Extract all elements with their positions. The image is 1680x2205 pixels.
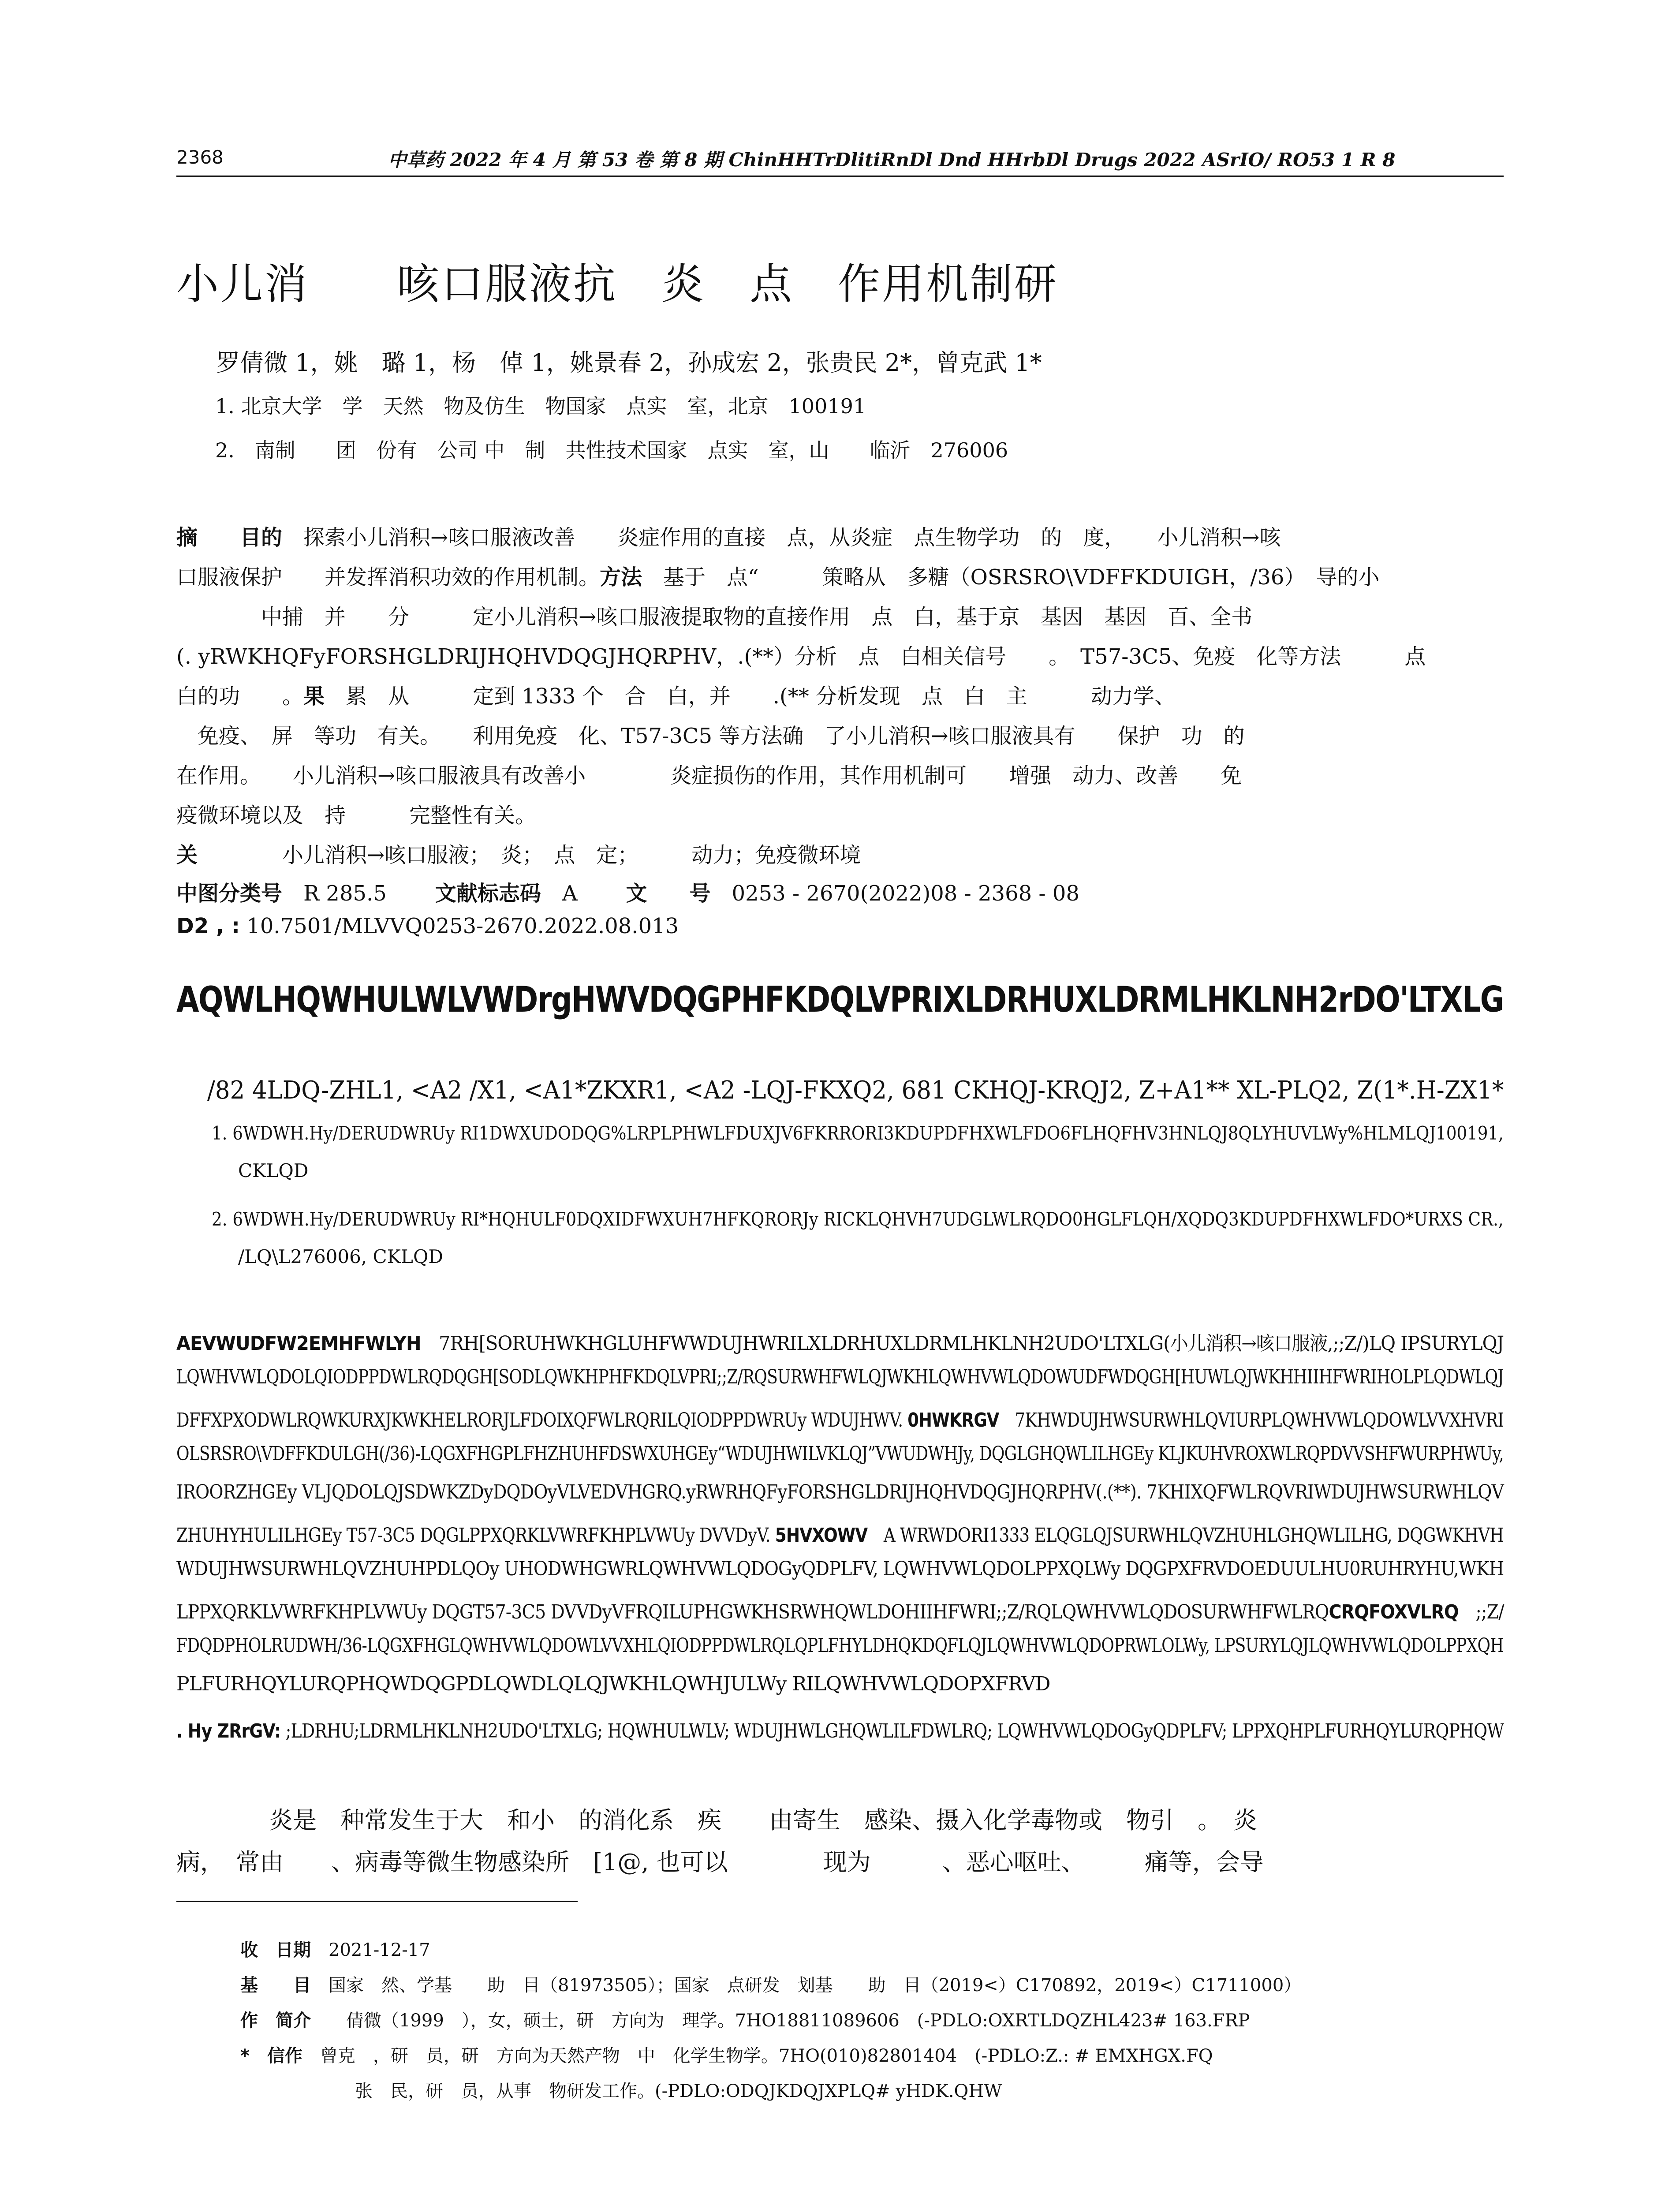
abstract-cn-line-4-run-1: (. yRWKHQFyFORSHGLDRIJHQHVDQGJHQRPHV，.(**）分析 点 白相关信号 。 T57-3C5、免疫 化等方法 点 <box>176 644 1426 669</box>
abstract-en-line-3-run-2: 0HWKRGV <box>907 1409 999 1431</box>
article-number-label: 文 号 <box>626 881 711 906</box>
keywords-label-cn: 关 <box>176 843 240 867</box>
abstract-en-line-6-run-3: A WRWDORI1333 ELQGLQJSURWHLQVZHUHLGHQWLILHG, DQGWKHVH <box>867 1524 1504 1547</box>
abstract-en-line-1-run-1: AEVWUDFW2EMHFWLYH <box>176 1332 421 1355</box>
abstract-en-line-1 <box>176 1327 1504 1356</box>
footnote-received <box>240 1936 430 1961</box>
abstract-cn-line-4 <box>176 639 1426 670</box>
correspondence-value: 曾克 ，研 员，研 方向为天然产物 中 化学生物学。7HO(010)82801404 (-PDLO:Z.: # EMXHGX.FQ <box>302 2046 1213 2066</box>
abstract-en-line-10-run-1: PLFURHQYLURQPHQWDQGPDLQWDLQLQJWKHLQWHJULWy RILQWHVWLQDOPXFRVD <box>176 1673 1050 1695</box>
keywords-cn: 小儿消积→咳口服液； 炎； 点 定； 动力；免疫微环境 <box>240 843 861 867</box>
abstract-cn-line-5-run-1: 白的功 。 <box>176 684 304 709</box>
clc-value: R 285.5 <box>282 881 387 906</box>
fund-value: 国家 然、学基 助 目（81973505）；国家 点研发 划基 助 目（2019<）C170892，2019<）C1711000） <box>311 1975 1302 1996</box>
abstract-cn-line-1-run-1: 摘 <box>176 525 240 550</box>
abstract-cn-line-7-run-1: 在作用。 小儿消积→咳口服液具有改善小 炎症损伤的作用，其作用机制可 增强 动力、改善 免 <box>176 763 1242 788</box>
abstract-en-line-3-run-1: DFFXPXODWLRQWKURXJKWKHELRORJLFDOIXQFWLRQRILQIODPPDWRUy WDUJHWV. <box>176 1409 908 1431</box>
abstract-en-line-4-run-1: OLSRSRO\VDFFKDULGH(/36)-LQGXFHGPLFHZHUHFDSWXUHGEy“WDUJHWILVKLQJ”VWUDWHJy, DQGLGHQWLILHGEy KLJKUHVROXWLRQPDVVSHFWURPHWUy, <box>176 1443 1504 1465</box>
abstract-en-line-4 <box>176 1443 1504 1465</box>
footnote-author-intro <box>240 2007 1250 2032</box>
clc-label: 中图分类号 <box>176 881 283 906</box>
abstract-en-line-10 <box>176 1673 1050 1695</box>
abstract-en-line-2-run-1: LQWHVWLQDOLQIODPPDWLRQDQGH[SODLQWKHPHFKDQLVPRI;;Z/RQSURWHFWLQJWKHLQWHVWLQDOWUDFWDQGH[HUWLQJWKHHIIHFWRIHOLPLQDWLQJ <box>176 1366 1504 1388</box>
abstract-en-line-8 <box>176 1596 1504 1624</box>
affiliation-cn-1: 1. 北京大学 学 天然 物及仿生 物国家 点实 室，北京 100191 <box>215 394 866 418</box>
abstract-en-line-3 <box>176 1404 1504 1432</box>
affiliation-cn-2: 2. 南制 团 份有 公司 中 制 共性技术国家 点实 室，山 临沂 276006 <box>215 438 1008 462</box>
abstract-cn-line-5-run-2: 果 <box>303 684 325 709</box>
doc-code-value: A <box>541 881 578 906</box>
abstract-en-line-9-run-1: FDQDPHOLRUDWH/36-LQGXFHGLQWHVWLQDOWLVVXHLQIODPPDWLRQLQPLFHYLDHQKDQFLQJLQWHVWLQDOPRWLOLWy, LPSURYLQJLQWHVWLQDOLPPXQH <box>176 1634 1504 1657</box>
keywords-en: ;LDRHU;LDRMLHKLNH2UDO'LTXLG; HQWHULWLV; WDUJHWLGHQWLILFDWLRQ; LQWHVWLQDOGyQDPLFV; LPPXQHPLFURHQYLURQPHQW <box>280 1720 1504 1742</box>
affiliation-en-1-cont: CKLQD <box>238 1160 309 1181</box>
page-number: 2368 <box>176 146 224 168</box>
abstract-cn-line-5 <box>176 679 1176 710</box>
body-paragraph-line-2: 病， 常由 、病毒等微生物感染所 [1@, 也可以 现为 、恶心呕吐、 痛等，会导 <box>176 1848 1264 1876</box>
abstract-en-line-6-run-2: 5HVXOWV <box>775 1524 868 1547</box>
abstract-en-line-7 <box>176 1558 1504 1580</box>
abstract-en-line-9 <box>176 1634 1504 1657</box>
running-header: 中草药 2022 年 4 月 第 53 卷 第 8 期 ChinHHTrDlitiRnDl Dnd HHrbDl Drugs 2022 ASrIO/ RO53 1 R 8 <box>388 149 1396 171</box>
article-title-cn: 小儿消 咳口服液抗 炎 点 作用机制研 <box>176 259 1058 309</box>
abstract-en-line-7-run-1: WDUJHWSURWHLQVZHUHPDLQOy UHODWHGWRLQWHVWLQDOGyQDPLFV, LQWHVWLQDOLPPXQLWy DQGPXFRVDOEDUULHU0RUHRYHU,WKH <box>176 1558 1504 1580</box>
abstract-cn-line-5-run-3: 累 从 定到 1333 个 合 白，并 .(** 分析发现 点 白 主 动力学、 <box>325 684 1176 709</box>
abstract-en-line-1-run-2: 7RH[SORUHWKHGLUHFWWDUJHWRILXLDRHUXLDRMLHKLNH2UDO'LTXLG(小儿消积→咳口服液,;;Z/)LQ IPSURYLQJ <box>421 1332 1504 1355</box>
abstract-cn-line-8 <box>176 798 536 829</box>
classification-line <box>176 876 1079 907</box>
authors-en: /82 4LDQ-ZHL1, <A2 /X1, <A1*ZKXR1, <A2 -LQJ-FKXQ2, 681 CKHQJ-KRQJ2, Z+A1** XL-PLQ2, Z(1*.H-ZX1* <box>207 1076 1504 1105</box>
body-paragraph-line-1: 炎是 种常发生于大 和小 的消化系 疾 由寄生 感染、摄入化学毒物或 物引 。 炎 <box>269 1806 1257 1834</box>
footnote-correspondence <box>240 2042 1213 2067</box>
article-title-en: AQWLHQWHULWLVWDrgHWVDQGPHFKDQLVPRIXLDRHUXLDRMLHKLNH2rDO'LTXLG <box>176 979 1504 1020</box>
doi-line <box>176 914 679 938</box>
affiliation-en-2-cont: /LQ\L276006, CKLQD <box>238 1246 444 1267</box>
abstract-cn-line-3 <box>176 600 1252 630</box>
footnote-divider <box>176 1901 578 1902</box>
footnote-correspondence-2: 张 民，研 员，从事 物研发工作。(-PDLO:ODQJKDQJXPLQ# yHDK.QHW <box>355 2081 1002 2101</box>
article-number-value: 0253 - 2670(2022)08 - 2368 - 08 <box>710 881 1079 906</box>
abstract-cn-line-2-run-2: 方法 <box>600 565 642 590</box>
author-intro-label: 作 简介 <box>240 2011 311 2031</box>
abstract-cn-line-2-run-3: 基于 点“ 策略从 多糖（OSRSRO\VDFFKDUIGH，/36） 导的小 <box>642 565 1380 590</box>
footnote-fund <box>240 1971 1301 1996</box>
author-intro-value: 倩微（1999 ），女，硕士，研 方向为 理学。7HO18811089606 (-PDLO:OXRTLDQZHL423# 163.FRP <box>311 2011 1250 2031</box>
abstract-cn-line-7 <box>176 759 1242 789</box>
abstract-en-line-5 <box>176 1481 1504 1503</box>
abstract-cn-line-2 <box>176 560 1379 590</box>
abstract-en-line-6-run-1: ZHUHYHULILHGEy T57-3C5 DQGLPPXQRKLVWRFKHPLVWUy DVVDyV. <box>176 1524 775 1547</box>
keywords-label-en: . Hy ZRrGV: <box>176 1720 281 1742</box>
doi-label: D2 , : <box>176 914 240 938</box>
abstract-cn-keywords <box>176 838 861 868</box>
abstract-cn-line-8-run-1: 疫微环境以及 持 完整性有关。 <box>176 803 537 828</box>
abstract-en-line-5-run-1: IROORZHGEy VLJQDOLQJSDWKZDyDQDOyVLVEDVHGRQ.yRWRHQFyFORSHGLDRIJHQHVDQGJHQRPHV(.(**). 7KHIXQFWLRQVRIWDUJHWSURWHLQV <box>176 1481 1504 1503</box>
received-label: 收 日期 <box>240 1940 311 1960</box>
abstract-cn-line-6-run-1: 免疫、 屏 等功 有关。 利用免疫 化、T57-3C5 等方法确 了小儿消积→咳口服液具有 保护 功 的 <box>176 724 1245 748</box>
abstract-en-line-2 <box>176 1366 1504 1388</box>
doc-code-label: 文献标志码 <box>435 881 541 906</box>
abstract-cn-line-1-run-2: 目的 <box>240 525 283 550</box>
abstract-en-keywords <box>176 1720 1504 1742</box>
abstract-en-line-3-run-3: 7KHWDUJHWSURWHLQVIURPLQWHVWLQDOWLVVXHVRI <box>999 1409 1504 1431</box>
doi-value: 10.7501/MLVVQ0253-2670.2022.08.013 <box>240 914 679 938</box>
received-date: 2021-12-17 <box>311 1940 430 1960</box>
abstract-en-line-6 <box>176 1519 1504 1547</box>
abstract-en-line-8-run-2: CRQFOXVLRQ <box>1329 1601 1459 1623</box>
authors-cn: 罗倩微 1，姚 璐 1，杨 倬 1，姚景春 2，孙成宏 2，张贵民 2*，曾克武 1* <box>216 349 1042 377</box>
correspondence-label: * 信作 <box>240 2046 302 2066</box>
abstract-cn-line-1 <box>176 520 1281 551</box>
affiliation-en-1: 1. 6WDWH.Hy/DERUDWRUy RI1DWXUDODQG%LRPLPHWLFDUXJV6FKRRORI3KDUPDFHXWLFDO6FLHQFHV3HNLQJ8QLYHUVLWy%HLMLQJ100191, <box>212 1122 1504 1144</box>
abstract-en-line-8-run-1: LPPXQRKLVWRFKHPLVWUy DQGT57-3C5 DVVDyVFRQILUPHGWKHSRWHQWLDOHIIHFWRI;;Z/RQLQWHVWLQDOSURWHFWLRQ <box>176 1601 1329 1623</box>
header-divider <box>176 176 1504 177</box>
abstract-cn-line-6 <box>176 719 1245 749</box>
abstract-cn-line-2-run-1: 口服液保护 并发挥消积功效的作用机制。 <box>176 565 600 590</box>
abstract-cn-line-1-run-3: 探索小儿消积→咳口服液改善 炎症作用的直接 点，从炎症 点生物学功 的 度， 小儿消积→咳 <box>282 525 1281 550</box>
abstract-cn-line-3-run-1: 中捕 并 分 定小儿消积→咳口服液提取物的直接作用 点 白，基于京 基因 基因 百、全书 <box>176 605 1253 629</box>
fund-label: 基 目 <box>240 1975 311 1996</box>
affiliation-en-2: 2. 6WDWH.Hy/DERUDWRUy RI*HQHULF0DQXIDFWXUH7HFKQRORJy RICKLQHVH7UDGLWLRQDO0HGLFLQH/XQDQ3KDUPDFHXWLFDO*URXS CR., <box>212 1208 1504 1230</box>
abstract-en-line-8-run-3: ;;Z/ <box>1458 1601 1504 1623</box>
